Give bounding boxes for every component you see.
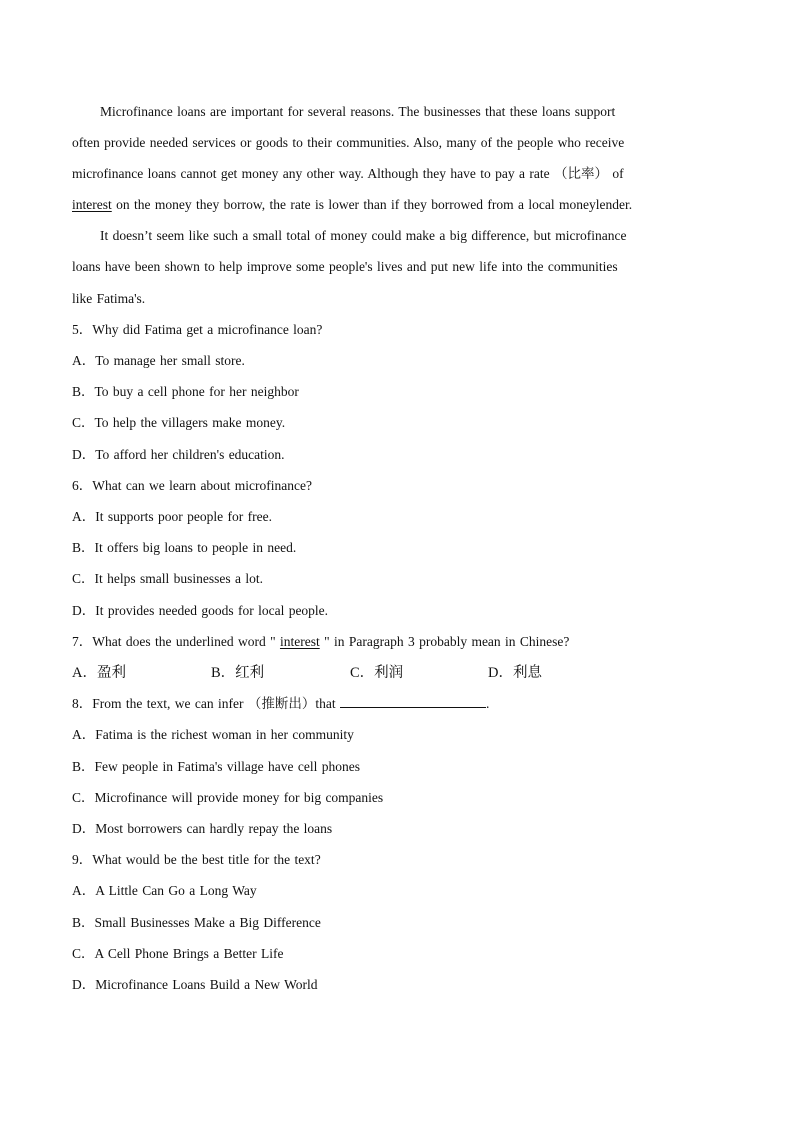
underlined-word: interest — [279, 634, 320, 649]
passage-line: Microfinance loans are important for several reasons. The businesses that these loans support — [100, 104, 616, 119]
answer-option: B．To buy a cell phone for her neighbor — [72, 384, 299, 399]
answer-option: B．Few people in Fatima's village have cell phones — [72, 759, 360, 774]
passage-line: It doesn’t seem like such a small total of money could make a big difference, but microfinance — [100, 228, 627, 243]
question-stem-text: " in Paragraph 3 probably mean in Chinese? — [319, 634, 570, 649]
passage-line: like Fatima's. — [72, 291, 146, 306]
question-stem: 5．Why did Fatima get a microfinance loan? — [72, 322, 323, 337]
underlined-word: interest — [72, 197, 112, 212]
passage-line-text: on the money they borrow, the rate is lower than if they borrowed from a local moneylender. — [111, 197, 633, 212]
answer-option: A．To manage her small store. — [72, 353, 245, 368]
answer-option: D．Microfinance Loans Build a New World — [72, 977, 318, 992]
question-stem — [72, 695, 489, 713]
answer-option: D．It provides needed goods for local people. — [72, 603, 329, 618]
answer-option: C．To help the villagers make money. — [72, 415, 286, 430]
question-stem — [72, 633, 569, 651]
passage-line: loans have been shown to help improve some people's lives and put new life into the communities — [72, 259, 618, 274]
answer-option: C．Microfinance will provide money for big companies — [72, 790, 384, 805]
question-stem: 6．What can we learn about microfinance? — [72, 478, 313, 493]
answer-option: D．利息 — [488, 665, 542, 681]
answer-option: C．It helps small businesses a lot. — [72, 571, 263, 586]
answer-option: A．A Little Can Go a Long Way — [72, 883, 257, 898]
answer-option: B．Small Businesses Make a Big Difference — [72, 915, 321, 930]
passage-line: often provide needed services or goods to their communities. Also, many of the people who receive — [72, 135, 625, 150]
answer-option: C．利润 — [350, 665, 404, 681]
answer-option: B．红利 — [211, 665, 265, 681]
passage-line: microfinance loans cannot get money any other way. Although they have to pay a rate （比率） of — [72, 166, 624, 181]
question-stem-text: 8．From the text, we can infer （推断出）that — [72, 696, 340, 711]
answer-option: C．A Cell Phone Brings a Better Life — [72, 946, 284, 961]
answer-option: A．Fatima is the richest woman in her community — [72, 727, 354, 742]
answer-option: D．Most borrowers can hardly repay the loans — [72, 821, 333, 836]
question-stem: 9．What would be the best title for the text? — [72, 852, 321, 867]
answer-option: D．To afford her children's education. — [72, 447, 285, 462]
answer-option: B．It offers big loans to people in need. — [72, 540, 297, 555]
answer-option: A．盈利 — [72, 665, 126, 681]
question-stem-text: 7．What does the underlined word " — [72, 634, 280, 649]
answer-option: A．It supports poor people for free. — [72, 509, 272, 524]
answer-option-row — [72, 664, 542, 682]
passage-line — [72, 196, 632, 214]
question-stem-text: . — [485, 696, 490, 711]
answer-blank — [340, 695, 486, 708]
